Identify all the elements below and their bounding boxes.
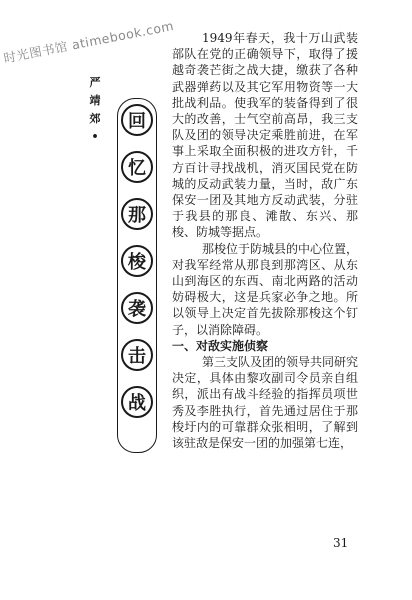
title-char: 击 xyxy=(121,339,153,371)
section-heading: 一、对敌实施侦察 xyxy=(172,338,269,353)
paragraph: 1949年春天，我十万山武装部队在党的正确领导下，取得了援越奇袭芒街之战大捷，缴获了各种武器弹药以及其它军用物资等一大批战利品。使我军的装备得到了很大的改善，士气空前高昂，我三支队及团的领导决定乘胜前进，在军事上采取全面积极的进攻方针，千方百计寻找战机，消灭国民党在防城的反动武装力量，当时，敌广东保安一团及其地方反动武装，分驻于我县的那良、滩散、东兴、那梭、防城等据点。 xyxy=(172,31,358,240)
title-char: 战 xyxy=(121,386,153,418)
title-char: 回 xyxy=(121,104,153,136)
article-title xyxy=(117,98,157,453)
author-char: 严 xyxy=(89,76,101,89)
author-char: 郊 xyxy=(89,112,101,125)
paragraph: 那梭位于防城县的中心位置，对我军经常从那良到那湾区、从东山到海区的东西、南北两路的活动妨碍极大，这是兵家必争之地。所以领导上决定首先拔除那梭这个钉子，以消除障碍。 xyxy=(172,241,359,337)
author-char: 靖 xyxy=(89,94,101,107)
paragraph: 第三支队及团的领导共同研究决定，具体由黎攻副司令员亲自组织，派出有战斗经验的指挥员项世秀及李胜执行，首先通过居住于那梭圩内的可靠群众张相明，了解到该驻敌是保安一团的加强第七连， xyxy=(172,355,359,451)
article-body xyxy=(172,30,358,451)
page-number: 31 xyxy=(333,536,349,550)
watermark: 时光图书馆 atimebook.com xyxy=(2,17,176,66)
author-name xyxy=(88,74,102,146)
title-char: 梭 xyxy=(121,245,153,277)
title-char: 忆 xyxy=(121,151,153,183)
author-char: • xyxy=(91,130,99,143)
title-char: 袭 xyxy=(121,292,153,324)
title-char: 那 xyxy=(121,198,153,230)
